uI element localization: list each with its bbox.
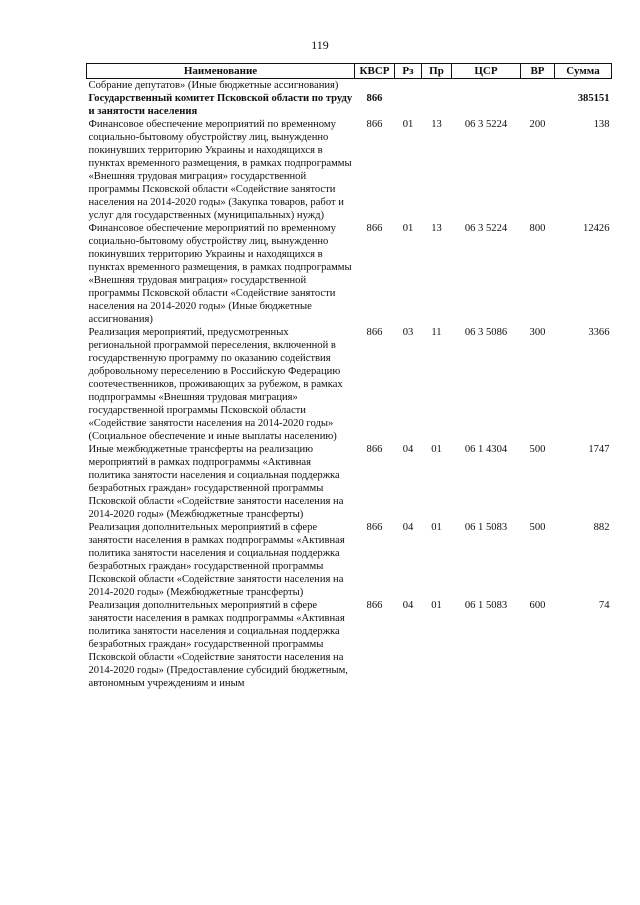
row-pr-cell: 13 <box>431 119 442 130</box>
row-pr-cell: 01 <box>431 600 442 611</box>
table-row <box>87 118 612 222</box>
row-pr-cell: 11 <box>431 327 442 338</box>
table-body <box>87 79 612 691</box>
row-kvsr-cell <box>355 79 395 93</box>
table-row <box>87 599 612 690</box>
row-rz-cell: 01 <box>402 119 414 130</box>
row-kvsr-cell: 866 <box>366 522 383 533</box>
row-name-cell: Финансовое обеспечение мероприятий по временному социально-бытовому обустройству лиц, вынужденно покинувших территорию Украины и находящихся в пунктах временного размещения, в рамках подпрограммы «Внешняя трудовая миграция» государственной программы Псковской области «Содействие занятости населения на 2014-2020 годы» (Закупка товаров, работ и услуг для государственных (муниципальных) нужд) <box>88 119 352 221</box>
row-sum-cell: 385151 <box>577 93 610 104</box>
row-vr-cell: 800 <box>529 223 546 234</box>
column-header-vr: ВР <box>521 64 555 79</box>
row-pr-cell: 13 <box>431 223 442 234</box>
row-name-cell: Иные межбюджетные трансферты на реализацию мероприятий в рамках подпрограммы «Активная политика занятости населения и социальная поддержка безработных граждан» государственной программы Псковской области «Содействие занятости населения на 2014-2020 годы» (Межбюджетные трансферты) <box>88 444 344 520</box>
row-sum-cell: 3366 <box>588 327 610 338</box>
row-pr-cell: 01 <box>431 522 442 533</box>
row-rz-cell <box>395 92 422 118</box>
row-csr-cell <box>452 92 521 118</box>
row-csr-cell: 06 1 4304 <box>464 444 508 455</box>
table-header-row <box>87 64 612 79</box>
row-pr-cell <box>422 79 452 93</box>
row-name-cell: Собрание депутатов» (Иные бюджетные ассигнования) <box>88 80 339 91</box>
row-vr-cell: 600 <box>529 600 546 611</box>
row-kvsr-cell: 866 <box>366 223 383 234</box>
row-vr-cell: 500 <box>529 522 546 533</box>
table-row <box>87 92 612 118</box>
row-name-cell: Реализация дополнительных мероприятий в сфере занятости населения в рамках подпрограммы «Активная политика занятости населения и социальная поддержка безработных граждан» государственной программы Псковской области «Содействие занятости населения на 2014-2020 годы» (Предоставление субсидий бюджетным, автономным учреждениям и иным <box>88 600 348 689</box>
row-name-cell: Реализация мероприятий, предусмотренных региональной программой переселения, включенной в государственную программу по оказанию содействия добровольному переселению в Российскую Федерацию соотечественников, проживающих за рубежом, в рамках подпрограммы «Внешняя трудовая миграция» государственной программы Псковской области «Содействие занятости населения на 2014-2020 годы» (Социальное обеспечение и иные выплаты населению) <box>88 327 343 442</box>
table-row <box>87 521 612 599</box>
row-name-cell: Государственный комитет Псковской области по труду и занятости населения <box>88 93 353 117</box>
row-csr-cell: 06 1 5083 <box>464 522 508 533</box>
row-name-cell: Финансовое обеспечение мероприятий по временному социально-бытовому обустройству лиц, вынужденно покинувших территорию Украины и находящихся в пунктах временного размещения, в рамках подпрограммы «Внешняя трудовая миграция» государственной программы Псковской области «Содействие занятости населения на 2014-2020 годы» (Иные бюджетные ассигнования) <box>88 223 352 325</box>
row-pr-cell <box>422 92 452 118</box>
row-rz-cell: 04 <box>402 600 414 611</box>
row-sum-cell <box>555 79 612 93</box>
row-kvsr-cell: 866 <box>366 93 383 104</box>
row-kvsr-cell: 866 <box>366 600 383 611</box>
row-vr-cell: 500 <box>529 444 546 455</box>
table-row <box>87 222 612 326</box>
row-vr-cell: 300 <box>529 327 546 338</box>
table-row <box>87 443 612 521</box>
column-header-pr: Пр <box>422 64 452 79</box>
row-vr-cell <box>521 79 555 93</box>
row-kvsr-cell: 866 <box>366 327 383 338</box>
row-pr-cell: 01 <box>431 444 442 455</box>
page-number: 119 <box>311 38 329 52</box>
row-csr-cell: 06 3 5086 <box>464 327 508 338</box>
row-csr-cell: 06 3 5224 <box>464 223 508 234</box>
row-sum-cell: 74 <box>598 600 610 611</box>
row-vr-cell <box>521 92 555 118</box>
budget-table <box>86 63 612 690</box>
row-sum-cell: 1747 <box>588 444 610 455</box>
row-rz-cell: 04 <box>402 522 414 533</box>
column-header-csr: ЦСР <box>452 64 521 79</box>
row-csr-cell <box>452 79 521 93</box>
row-rz-cell: 01 <box>402 223 414 234</box>
row-sum-cell: 882 <box>593 522 610 533</box>
column-header-rz: Рз <box>395 64 422 79</box>
row-rz-cell: 03 <box>402 327 414 338</box>
row-rz-cell <box>395 79 422 93</box>
row-name-cell: Реализация дополнительных мероприятий в сфере занятости населения в рамках подпрограммы «Активная политика занятости населения и социальная поддержка безработных граждан» государственной программы Псковской области «Содействие занятости населения на 2014-2020 годы» (Межбюджетные трансферты) <box>88 522 345 598</box>
column-header-name: Наименование <box>87 64 355 79</box>
column-header-sum: Сумма <box>555 64 612 79</box>
table-row <box>87 79 612 93</box>
row-vr-cell: 200 <box>529 119 546 130</box>
row-sum-cell: 12426 <box>583 223 610 234</box>
row-kvsr-cell: 866 <box>366 119 383 130</box>
row-sum-cell: 138 <box>593 119 610 130</box>
table-row <box>87 326 612 443</box>
row-kvsr-cell: 866 <box>366 444 383 455</box>
row-csr-cell: 06 3 5224 <box>464 119 508 130</box>
row-rz-cell: 04 <box>402 444 414 455</box>
column-header-kvsr: КВСР <box>355 64 395 79</box>
row-csr-cell: 06 1 5083 <box>464 600 508 611</box>
